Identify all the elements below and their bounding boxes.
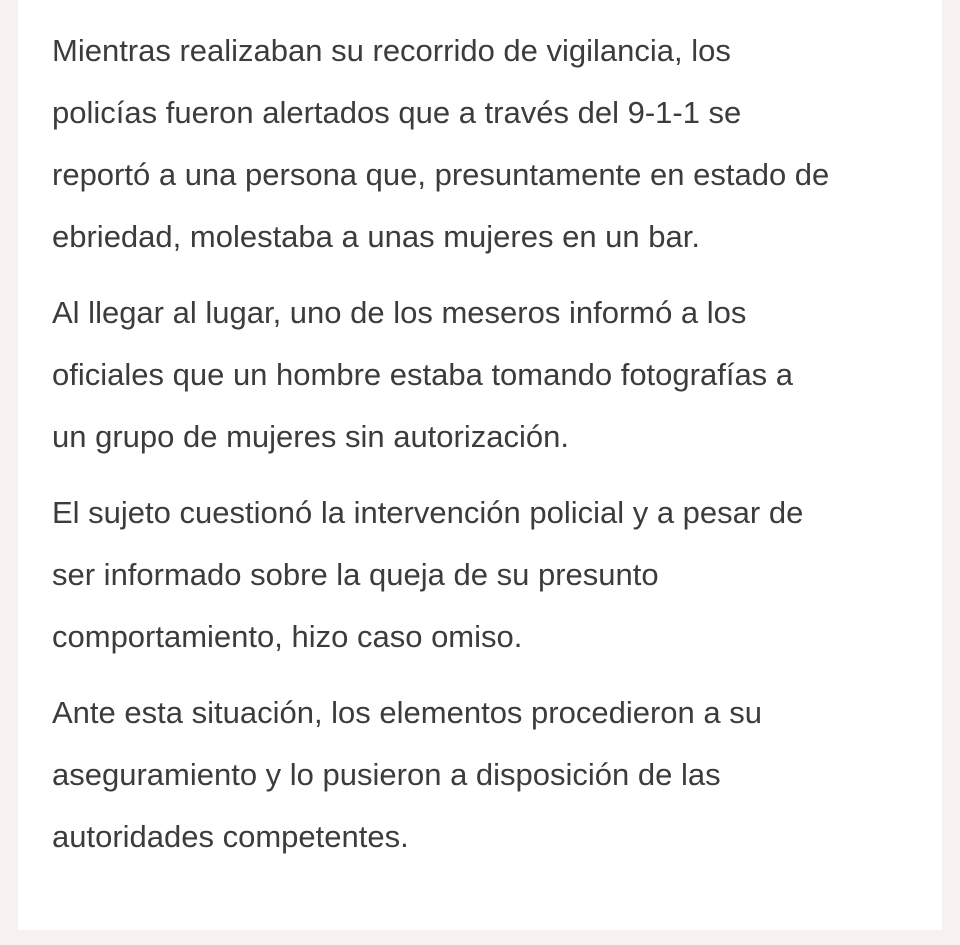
article-paragraph-1 [52,20,906,268]
paragraph-line: aseguramiento y lo pusieron a disposición de las [52,757,721,792]
paragraph-line: El sujeto cuestionó la intervención policial y a pesar de [52,495,804,530]
article-paragraph-4 [52,682,906,868]
article-card [18,0,942,930]
paragraph-line: reportó a una persona que, presuntamente en estado de [52,157,830,192]
paragraph-line: Ante esta situación, los elementos procedieron a su [52,695,762,730]
paragraph-line: oficiales que un hombre estaba tomando fotografías a [52,357,794,392]
article-paragraph-3 [52,482,906,668]
paragraph-line: ebriedad, molestaba a unas mujeres en un bar. [52,219,700,254]
paragraph-line: ser informado sobre la queja de su presunto [52,557,659,592]
paragraph-line: Mientras realizaban su recorrido de vigilancia, los [52,33,731,68]
article-paragraph-2 [52,282,906,468]
paragraph-line: policías fueron alertados que a través del 9-1-1 se [52,95,742,130]
paragraph-line: Al llegar al lugar, uno de los meseros informó a los [52,295,747,330]
paragraph-line: autoridades competentes. [52,819,409,854]
paragraph-line: comportamiento, hizo caso omiso. [52,619,523,654]
paragraph-line: un grupo de mujeres sin autorización. [52,419,569,454]
